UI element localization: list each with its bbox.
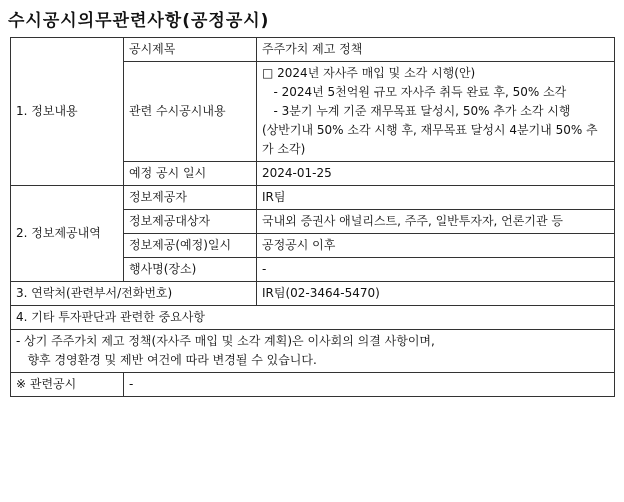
provider-label: 정보제공자: [124, 186, 257, 210]
contact-value: IR팀(02-3464-5470): [257, 282, 615, 306]
page-title: 수시공시의무관련사항(공정공시): [8, 11, 270, 31]
related-line: - 2024년 5천억원 규모 자사주 취득 완료 후, 50% 소각: [262, 85, 567, 99]
provider-value: IR팀: [257, 186, 615, 210]
other-matters-note: [11, 330, 615, 373]
table-row: [11, 306, 615, 330]
table-row: [11, 282, 615, 306]
table-row: [11, 38, 615, 62]
section1-header: 1. 정보내용: [11, 38, 124, 186]
venue-label: 행사명(장소): [124, 258, 257, 282]
target-label: 정보제공대상자: [124, 210, 257, 234]
provision-date-value: 공정공시 이후: [257, 234, 615, 258]
disclosure-title-value: 주주가치 제고 정책: [257, 38, 615, 62]
note-line: - 상기 주주가치 제고 정책(자사주 매입 및 소각 계획)은 이사회의 의결 사항이며,: [16, 334, 435, 348]
disclosure-table: [10, 37, 615, 397]
related-line: (상반기내 50% 소각 시행 후, 재무목표 달성시 4분기내 50% 추가 소각): [262, 123, 598, 156]
related-disclosure-content: [257, 62, 615, 162]
related-line: □ 2024년 자사주 매입 및 소각 시행(안): [262, 66, 476, 80]
disclosure-title-label: 공시제목: [124, 38, 257, 62]
scheduled-date-label: 예정 공시 일시: [124, 162, 257, 186]
related-disclosure-ref-label: ※ 관련공시: [11, 373, 124, 397]
table-row: [11, 186, 615, 210]
table-row: [11, 330, 615, 373]
other-matters-label: 4. 기타 투자판단과 관련한 중요사항: [11, 306, 615, 330]
table-row: [11, 373, 615, 397]
related-disclosure-ref-value: -: [124, 373, 615, 397]
provision-date-label: 정보제공(예정)일시: [124, 234, 257, 258]
scheduled-date-value: 2024-01-25: [257, 162, 615, 186]
related-disclosure-label: 관련 수시공시내용: [124, 62, 257, 162]
section2-header: 2. 정보제공내역: [11, 186, 124, 282]
target-value: 국내외 증권사 애널리스트, 주주, 일반투자자, 언론기관 등: [257, 210, 615, 234]
venue-value: -: [257, 258, 615, 282]
note-line: 향후 경영환경 및 제반 여건에 따라 변경될 수 있습니다.: [16, 353, 317, 367]
contact-label: 3. 연락처(관련부서/전화번호): [11, 282, 257, 306]
related-line: - 3분기 누계 기준 재무목표 달성시, 50% 추가 소각 시행: [262, 104, 571, 118]
